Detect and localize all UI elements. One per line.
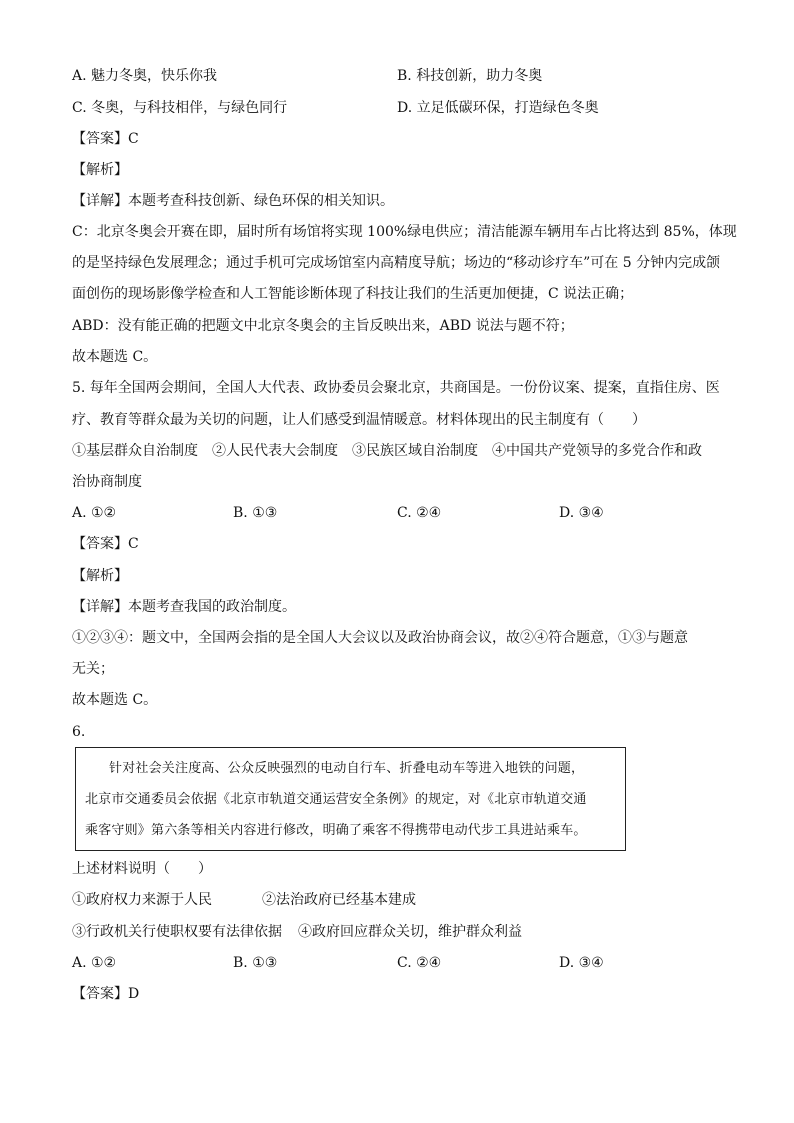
q6-option-a: A. ①②	[72, 955, 117, 971]
q5-explanation-line-2: 无关；	[72, 661, 114, 677]
q5-conclusion: 故本题选 C。	[72, 692, 158, 708]
q4-analysis-label: 【解析】	[72, 162, 128, 178]
q4-answer: 【答案】C	[72, 131, 139, 147]
q4-option-d: D. 立足低碳环保，打造绿色冬奥	[397, 100, 599, 116]
q6-item-4: ④政府回应群众关切，维护群众利益	[298, 924, 522, 940]
q5-stem-line-2: 疗、教育等群众最为关切的问题，让人们感受到温情暖意。材料体现出的民主制度有（ ）	[72, 412, 646, 428]
q4-option-a: A. 魅力冬奥，快乐你我	[72, 68, 218, 84]
q6-option-b: B. ①③	[233, 955, 278, 971]
q6-item-1: ①政府权力来源于人民	[72, 892, 212, 908]
q6-material-line-1: 针对社会关注度高、公众反映强烈的电动自行车、折叠电动车等进入地铁的问题，	[109, 761, 585, 776]
q5-option-b: B. ①③	[233, 505, 278, 521]
q6-item-2: ②法治政府已经基本建成	[262, 892, 416, 908]
q5-explanation-line-1: ①②③④：题文中，全国两会指的是全国人大会议以及政治协商会议，故②④符合题意，①③与题意	[72, 630, 688, 646]
q6-material-line-2: 北京市交通委员会依据《北京市轨道交通运营安全条例》的规定，对《北京市轨道交通	[85, 792, 587, 807]
q4-explanation-line-1: C：北京冬奥会开赛在即，届时所有场馆将实现 100%绿电供应；清洁能源车辆用车占比将达到 85%，体现	[72, 224, 737, 240]
q6-material-line-3: 乘客守则》第六条等相关内容进行修改，明确了乘客不得携带电动代步工具进站乘车。	[85, 823, 587, 838]
q6-number: 6.	[72, 724, 86, 740]
q4-conclusion: 故本题选 C。	[72, 349, 158, 365]
q4-option-b: B. 科技创新，助力冬奥	[397, 68, 543, 84]
q4-explanation-line-4: ABD：没有能正确的把题文中北京冬奥会的主旨反映出来，ABD 说法与题不符；	[72, 318, 574, 334]
q6-material-box	[75, 747, 626, 851]
q4-explanation-line-3: 面创伤的现场影像学检查和人工智能诊断体现了科技让我们的生活更加便捷，C 说法正确；	[72, 286, 634, 302]
q6-answer: 【答案】D	[72, 986, 140, 1002]
q6-option-c: C. ②④	[397, 955, 442, 971]
q5-answer: 【答案】C	[72, 536, 139, 552]
q5-option-a: A. ①②	[72, 505, 117, 521]
q6-item-3: ③行政机关行使职权要有法律依据	[72, 924, 282, 940]
q4-explanation-line-2: 的是坚持绿色发展理念；通过手机可完成场馆室内高精度导航；场边的“移动诊疗车”可在 5 分钟内完成颌	[72, 255, 721, 271]
q5-detail: 【详解】本题考查我国的政治制度。	[72, 599, 296, 615]
q5-items-line-2: 治协商制度	[72, 474, 142, 490]
q5-stem-line-1: 5. 每年全国两会期间，全国人大代表、政协委员会聚北京，共商国是。一份份议案、提案，直指住房、医	[72, 380, 720, 396]
q4-detail: 【详解】本题考查科技创新、绿色环保的相关知识。	[72, 193, 394, 209]
q5-option-d: D. ③④	[559, 505, 604, 521]
q5-analysis-label: 【解析】	[72, 568, 128, 584]
q6-stem: 上述材料说明（ ）	[72, 861, 212, 877]
q4-option-c: C. 冬奥，与科技相伴，与绿色同行	[72, 100, 288, 116]
q5-option-c: C. ②④	[397, 505, 442, 521]
q5-items-line-1: ①基层群众自治制度 ②人民代表大会制度 ③民族区域自治制度 ④中国共产党领导的多党合作和政	[72, 443, 702, 459]
q6-option-d: D. ③④	[559, 955, 604, 971]
